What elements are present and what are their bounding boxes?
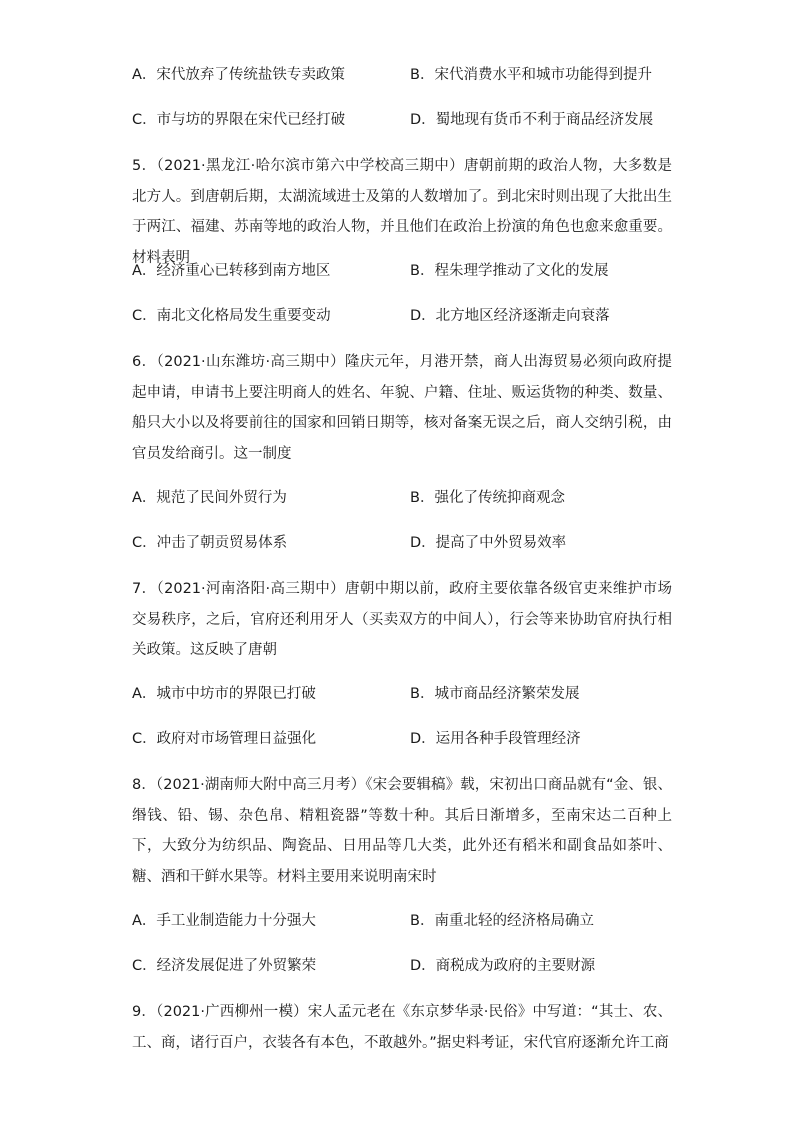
- q5-option-b: B．程朱理学推动了文化的发展: [410, 263, 609, 279]
- q6-option-a: A．规范了民间外贸行为: [132, 490, 287, 506]
- q5-option-row-2: [132, 304, 692, 328]
- q6-option-row-2: [132, 531, 692, 555]
- q8-stem: 8．（2021·湖南师大附中高三月考）《宋会要辑稿》载，宋初出口商品就有“金、银、缗钱、铅、锡、杂色帛、精粗瓷器”等数十种。其后日渐增多，至南宋达二百种上下，大致分为纺织品、陶瓷品、日用品等几大类，此外还有稻米和副食品如茶叶、糖、酒和干鲜水果等。材料主要用来说明南宋时: [132, 777, 672, 885]
- q7-option-row-2: [132, 727, 692, 751]
- q7-option-b: B．城市商品经济繁荣发展: [410, 686, 580, 702]
- q9-stem: 9．（2021·广西柳州一模）宋人孟元老在《东京梦华录·民俗》中写道：“其士、农、工、商，诸行百户，衣装各有本色，不敢越外。”据史料考证，宋代官府逐渐允许工商: [132, 1004, 672, 1051]
- q4-option-row-2: [132, 108, 692, 132]
- q6-option-c: C．冲击了朝贡贸易体系: [132, 535, 288, 551]
- q4-option-d: D．蜀地现有货币不利于商品经济发展: [410, 112, 654, 128]
- q7-option-d: D．运用各种手段管理经济: [410, 731, 581, 747]
- q8-option-d: D．商税成为政府的主要财源: [410, 958, 596, 974]
- q8-option-row-2: [132, 954, 692, 978]
- q5-option-a: A．经济重心已转移到南方地区: [132, 263, 331, 279]
- q4-option-row-1: [132, 63, 692, 87]
- q5-option-row-1: [132, 259, 692, 283]
- q8-option-b: B．南重北轻的经济格局确立: [410, 913, 594, 929]
- q6-option-row-1: [132, 486, 692, 510]
- q6-option-b: B．强化了传统抑商观念: [410, 490, 565, 506]
- q5-stem: 5．（2021·黑龙江·哈尔滨市第六中学校高三期中）唐朝前期的政治人物，大多数是北方人。到唐朝后期，太湖流域进士及第的人数增加了。到北宋时则出现了大批出生于两江、福建、苏南等地的政治人物，并且他们在政治上扮演的角色也愈来愈重要。材料表明: [132, 158, 672, 266]
- q7-stem: 7．（2021·河南洛阳·高三期中）唐朝中期以前，政府主要依靠各级官吏来维护市场交易秩序，之后，官府还利用牙人（买卖双方的中间人），行会等来协助官府执行相关政策。这反映了唐朝: [132, 581, 672, 658]
- q4-option-c: C．市与坊的界限在宋代已经打破: [132, 112, 346, 128]
- q7-option-row-1: [132, 682, 692, 706]
- q8-option-row-1: [132, 909, 692, 933]
- q7-option-a: A．城市中坊市的界限已打破: [132, 686, 316, 702]
- q8-option-a: A．手工业制造能力十分强大: [132, 913, 316, 929]
- q5-option-d: D．北方地区经济逐渐走向衰落: [410, 308, 610, 324]
- q6-stem: 6．（2021·山东潍坊·高三期中）隆庆元年，月港开禁，商人出海贸易必须向政府提起申请，申请书上要注明商人的姓名、年貌、户籍、住址、贩运货物的种类、数量、船只大小以及将要前往的国家和回销日期等，核对备案无误之后，商人交纳引税，由官员发给商引。这一制度: [132, 354, 672, 462]
- q4-option-b: B．宋代消费水平和城市功能得到提升: [410, 67, 652, 83]
- q7-option-c: C．政府对市场管理日益强化: [132, 731, 317, 747]
- q8-option-c: C．经济发展促进了外贸繁荣: [132, 958, 317, 974]
- q4-option-a: A．宋代放弃了传统盐铁专卖政策: [132, 67, 345, 83]
- q6-option-d: D．提高了中外贸易效率: [410, 535, 567, 551]
- q5-option-c: C．南北文化格局发生重要变动: [132, 308, 331, 324]
